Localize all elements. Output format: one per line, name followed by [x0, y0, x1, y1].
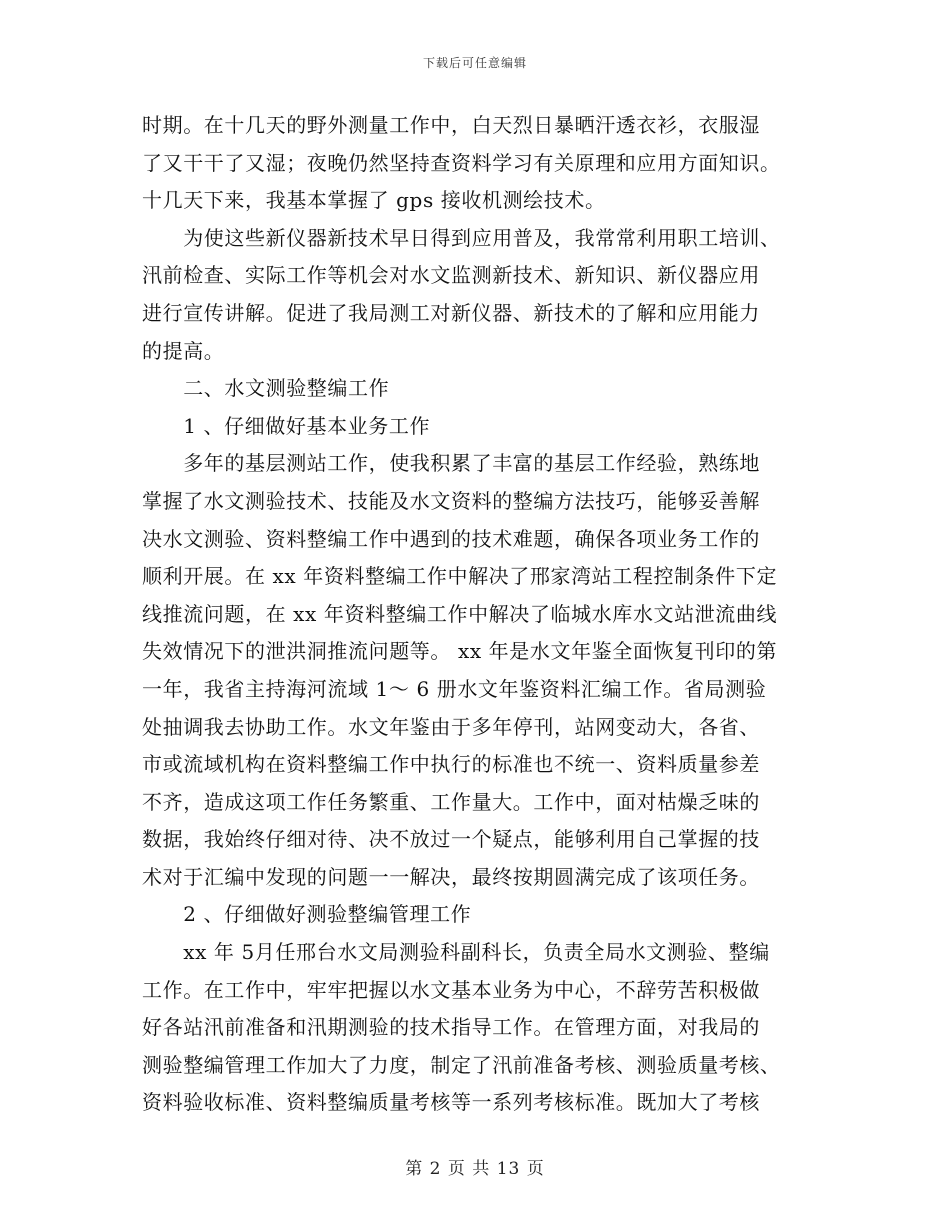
- text-line: 资料验收标准、资料整编质量考核等一系列考核标准。既加大了考核: [142, 1090, 760, 1115]
- text-line: 了又干干了又湿；夜晚仍然坚持查资料学习有关原理和应用方面知识。: [142, 150, 781, 175]
- text-line: 数据，我始终仔细对待、决不放过一个疑点，能够利用自己掌握的技: [142, 827, 760, 852]
- section-heading: 二、水文测验整编工作: [142, 376, 390, 401]
- text-line: 顺利开展。在 xx 年资料整编工作中解决了邢家湾站工程控制条件下定: [142, 564, 778, 589]
- text-line: 市或流域机构在资料整编工作中执行的标准也不统一、资料质量参差: [142, 752, 760, 777]
- text-line: 汛前检查、实际工作等机会对水文监测新技术、新知识、新仪器应用: [142, 263, 760, 288]
- subsection-heading: 1 、仔细做好基本业务工作: [142, 413, 431, 438]
- document-body: [142, 107, 810, 1122]
- text-line: 进行宣传讲解。促进了我局测工对新仪器、新技术的了解和应用能力: [142, 300, 760, 325]
- text-line: 处抽调我去协助工作。水文年鉴由于多年停刊，站网变动大，各省、: [142, 714, 760, 739]
- text-line: 线推流问题，在 xx 年资料整编工作中解决了临城水库水文站泄流曲线: [142, 601, 778, 626]
- text-line: 掌握了水文测验技术、技能及水文资料的整编方法技巧，能够妥善解: [142, 488, 760, 513]
- text-line: xx 年 5月任邢台水文局测验科副科长，负责全局水文测验、整编: [142, 940, 770, 965]
- text-line: 为使这些新仪器新技术早日得到应用普及，我常常利用职工培训、: [142, 225, 781, 250]
- page-footer: 第 2 页 共 13 页: [405, 1159, 545, 1179]
- text-line: 十几天下来，我基本掌握了 gps 接收机测绘技术。: [142, 188, 606, 213]
- text-line: 测验整编管理工作加大了力度，制定了汛前准备考核、测验质量考核、: [142, 1052, 781, 1077]
- page-header: 下载后可任意编辑: [422, 56, 527, 70]
- text-line: 一年，我省主持海河流域 1～ 6 册水文年鉴资料汇编工作。省局测验: [142, 676, 767, 701]
- text-line: 的提高。: [142, 338, 225, 363]
- text-line: 失效情况下的泄洪洞推流问题等。 xx 年是水文年鉴全面恢复刊印的第: [142, 639, 778, 664]
- subsection-heading: 2 、仔细做好测验整编管理工作: [142, 902, 472, 927]
- text-line: 多年的基层测站工作，使我积累了丰富的基层工作经验，熟练地: [142, 451, 760, 476]
- text-line: 不齐，造成这项工作任务繁重、工作量大。工作中，面对枯燥乏味的: [142, 789, 760, 814]
- text-line: 决水文测验、资料整编工作中遇到的技术难题，确保各项业务工作的: [142, 526, 760, 551]
- text-line: 工作。在工作中，牢牢把握以水文基本业务为中心，不辞劳苦积极做: [142, 977, 760, 1002]
- text-line: 术对于汇编中发现的问题一一解决，最终按期圆满完成了该项任务。: [142, 864, 760, 889]
- text-line: 好各站汛前准备和汛期测验的技术指导工作。在管理方面，对我局的: [142, 1015, 760, 1040]
- text-line: 时期。在十几天的野外测量工作中，白天烈日暴晒汗透衣衫，衣服湿: [142, 113, 760, 137]
